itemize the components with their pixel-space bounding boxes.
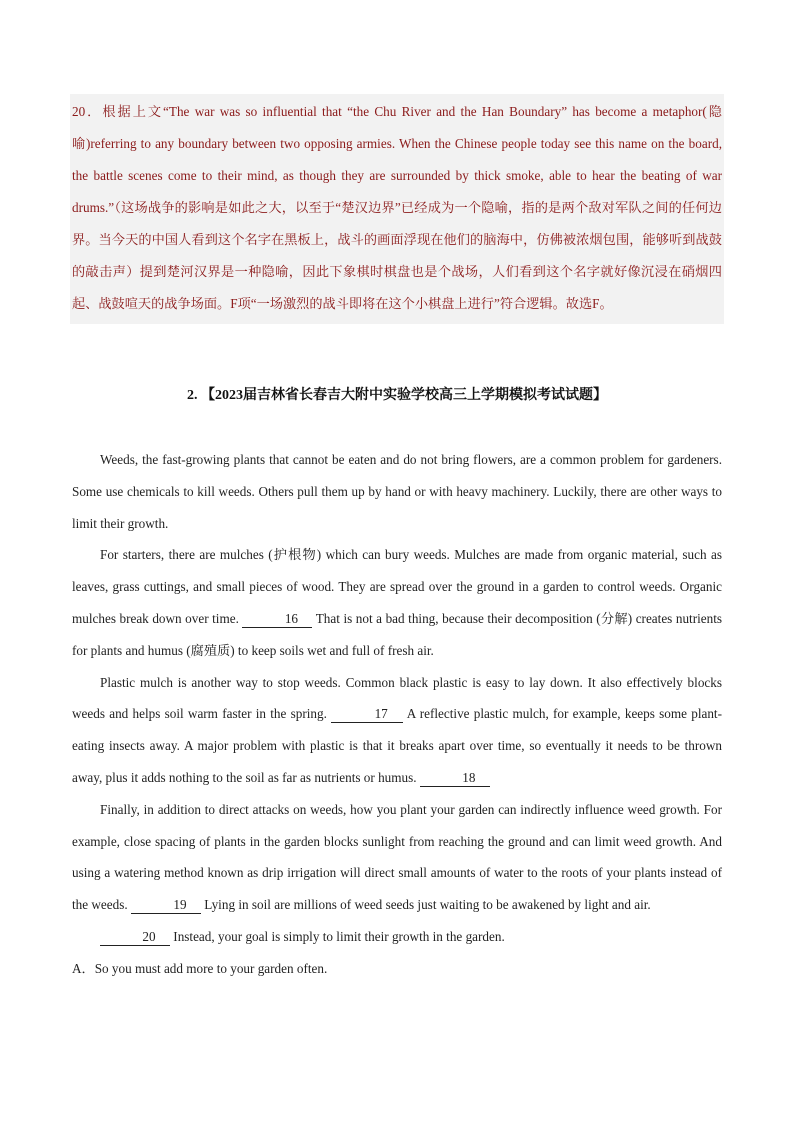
blank-18[interactable]: 18 [420, 770, 490, 787]
blank-16[interactable]: 16 [242, 611, 312, 628]
answer-explanation-text: 20．根据上文“The war was so influential that “the Chu River and the Han Boundary” has become a metaphor(隐喻)referring to any boundary between two opposing armies. When the Chinese people today see this name on the board, the battle scenes come to their mind, as though they are surrounded by thick smoke, able to hear the beating of war drums.”（这场战争的影响是如此之大，以至于“楚汉边界”已经成为一个隐喻，指的是两个敌对军队之间的任何边界。当今天的中国人看到这个名字在黑板上，战斗的画面浮现在他们的脑海中，仿佛被浓烟包围，能够听到战鼓的敲击声）提到楚河汉界是一种隐喻，因此下象棋时棋盘也是个战场，人们看到这个名字就好像沉浸在硝烟四起、战鼓喧天的战争场面。F项“一场激烈的战斗即将在这个小棋盘上进行”符合逻辑。故选F。 [72, 104, 722, 311]
paragraph-1 [72, 444, 722, 539]
paragraph-2-text-a: For starters, there are mulches (护根物) which can bury weeds. Mulches are made from organic material, such as leaves, grass cuttings, and small pieces of wood. They are spread over the ground in a garden to control weeds. Organic mulches break down over time. [72, 547, 722, 626]
paragraph-3 [72, 667, 722, 794]
passage [72, 444, 722, 985]
question-heading: 2. 【2023届吉林省长春吉大附中实验学校高三上学期模拟考试试题】 [187, 388, 607, 403]
paragraph-3-text-b: A reflective plastic mulch, for example, keeps some plant-eating insects away. A major problem with plastic is that it breaks apart over time, so eventually it needs to be thrown away, plus it adds nothing to the soil as far as nutrients or humus. [72, 706, 722, 785]
paragraph-3-text-a: Plastic mulch is another way to stop weeds. Common black plastic is easy to lay down. It also effectively blocks weeds and helps soil warm faster in the spring. [72, 674, 722, 722]
blank-20[interactable]: 20 [100, 929, 170, 946]
paragraph-5-text: Instead, your goal is simply to limit their growth in the garden. [173, 928, 505, 944]
paragraph-5 [72, 921, 722, 953]
paragraph-2-text-b: That is not a bad thing, because their decomposition (分解) creates nutrients for plants and humus (腐殖质) to keep soils wet and full of fresh air. [72, 610, 722, 658]
answer-explanation-box [70, 94, 724, 324]
paragraph-4 [72, 794, 722, 921]
paragraph-1-text: Weeds, the fast-growing plants that cannot be eaten and do not bring flowers, are a common problem for gardeners. Some use chemicals to kill weeds. Others pull them up by hand or with heavy machinery. Luckily, there are other ways to limit their growth. [72, 452, 722, 531]
paragraph-4-text-b: Lying in soil are millions of weed seeds just waiting to be awakened by light and air. [204, 897, 651, 913]
blank-17[interactable]: 17 [331, 706, 403, 723]
blank-19[interactable]: 19 [131, 897, 201, 914]
paragraph-2 [72, 539, 722, 666]
paragraph-4-text-a: Finally, in addition to direct attacks on weeds, how you plant your garden can indirectly influence weed growth. For example, close spacing of plants in the garden blocks sunlight from reaching the ground and can limit weed growth. And using a watering method known as drip irrigation will direct small amounts of water to the roots of your plants instead of the weeds. [72, 801, 722, 913]
option-a[interactable]: A．So you must add more to your garden often. [72, 960, 328, 976]
